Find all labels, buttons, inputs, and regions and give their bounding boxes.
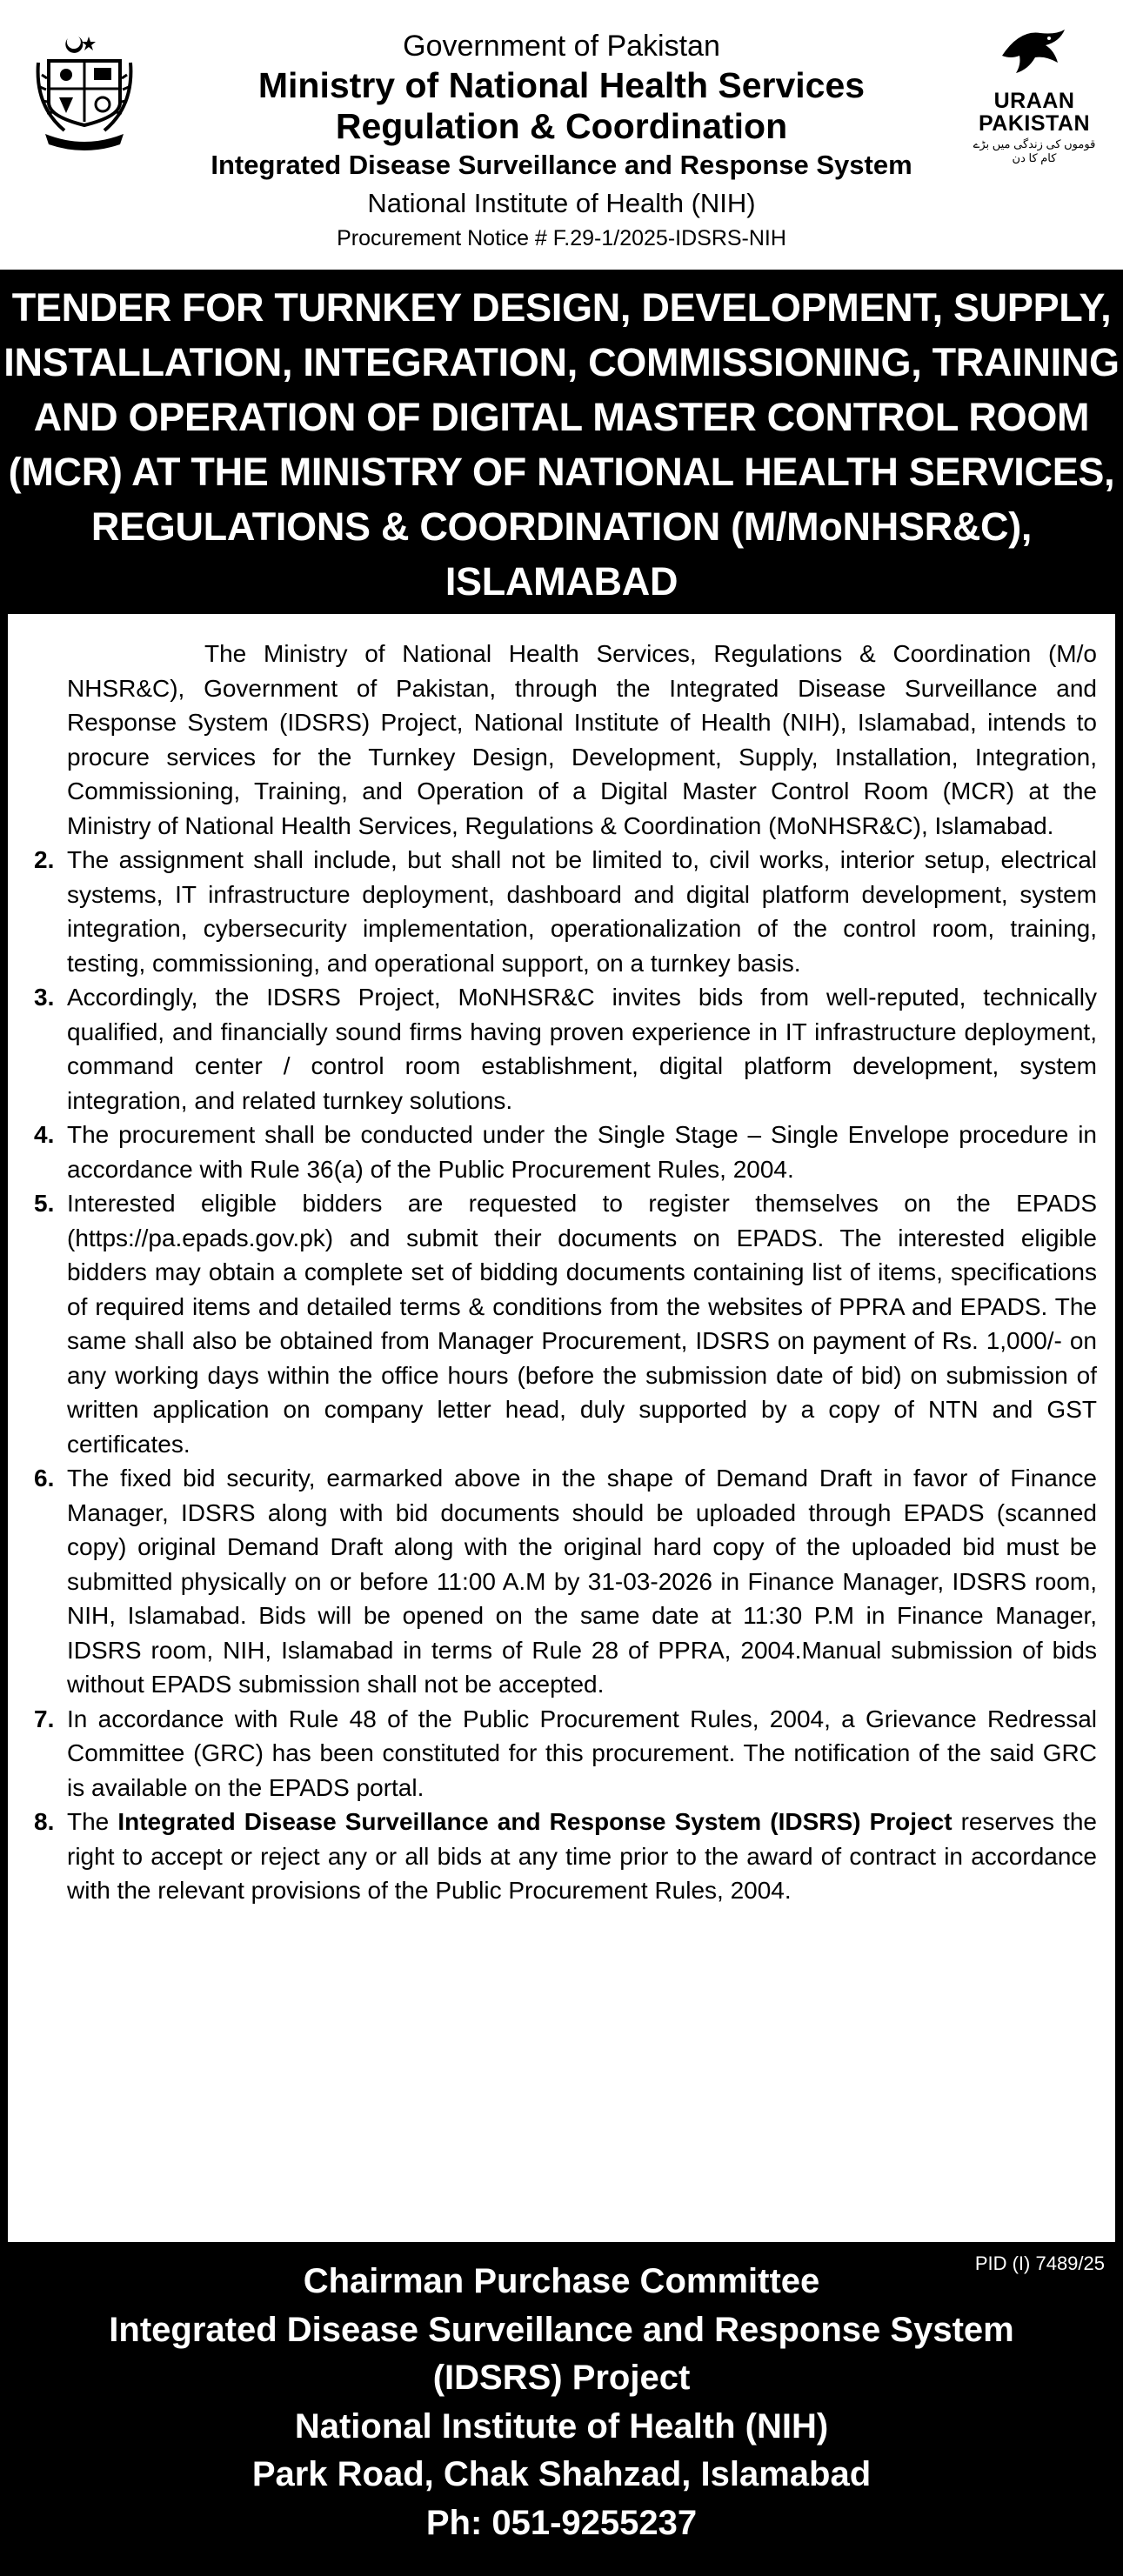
title-line: TENDER FOR TURNKEY DESIGN, DEVELOPMENT, SUPPLY, [11,285,1112,330]
clause-4 [34,1118,1097,1186]
pid-number: PID (I) 7489/25 [974,2252,1105,2274]
footer-line: National Institute of Health (NIH) [294,2406,829,2446]
clause-number: 2. [34,846,55,873]
clause-3 [34,980,1097,1118]
footer-line: Integrated Disease Surveillance and Response System [109,2310,1014,2349]
footer-line: Park Road, Chak Shahzad, Islamabad [251,2455,872,2493]
clause-number: 8. [34,1808,55,1835]
government-line: Government of Pakistan [403,30,720,63]
title-line: ISLAMABAD [445,559,678,604]
clause-text: The assignment shall include, but shall not be limited to, civil works, interior setup, electrical systems, IT infrastructure deployment, dashboard and digital platform development, system integration, cybersecurity implementation, operationalization of the control room, training, testing, commissioning, and operational support, on a turnkey basis. [67,846,1097,977]
nih-line: National Institute of Health (NIH) [367,188,756,218]
footer-line: (IDSRS) Project [432,2359,691,2397]
title-line: AND OPERATION OF DIGITAL MASTER CONTROL ROOM [33,395,1090,439]
clause-project-name: Integrated Disease Surveillance and Response System (IDSRS) Project [117,1808,953,1835]
ministry-line: Ministry of National Health Services [257,65,866,105]
clause-8 [34,1805,1097,1908]
clause-text-lead: The [67,1808,118,1835]
procurement-notice-number: Procurement Notice # F.29-1/2025-IDSRS-NIH [337,226,786,250]
notice-header [0,0,1123,270]
idsrs-line: Integrated Disease Surveillance and Response System [211,150,912,180]
clause-text: Interested eligible bidders are requested to register themselves on the EPADS (https://pa.epads.gov.pk) and submit their documents on EPADS. The interested eligible bidders may obtain a complete set of bidding documents containing list of items, specifications of required items and detailed terms & conditions from the websites of PPRA and EPADS. The same shall also be obtained from Manager Procurement, IDSRS on payment of Rs. 1,000/- on any working days within the office hours (before the submission date of bid) on submission of written application on company letter head, duly supported by a copy of NTN and GST certificates. [67,1190,1097,1458]
clause-6 [34,1461,1097,1702]
title-line: (MCR) AT THE MINISTRY OF NATIONAL HEALTH SERVICES, [8,450,1115,494]
footer-line: Chairman Purchase Committee [303,2262,820,2300]
clause-5 [34,1186,1097,1461]
intro-paragraph: The Ministry of National Health Services, Regulations & Coordination (M/o NHSR&C), Government of Pakistan, through the Integrated Disease Surveillance and Response System (IDSRS) Project, National Institute of Health (NIH), Islamabad, intends to procure services for the Turnkey Design, Development, Supply, Installation, Integration, Commissioning, Training, and Operation of a Digital Master Control Room (MCR) at the Ministry of National Health Services, Regulations & Coordination (MoNHSR&C), Islamabad. [67,640,1097,839]
tender-title [0,280,1123,609]
title-line: INSTALLATION, INTEGRATION, COMMISSIONING, TRAINING [3,340,1120,384]
clause-text: The fixed bid security, earmarked above in the shape of Demand Draft in favor of Finance Manager, IDSRS along with bid documents should be uploaded through EPADS (scanned copy) original Demand Draft along with the original hard copy of the uploaded bid must be submitted physically on or before 11:00 A.M by 31-03-2026 in Finance Manager, IDSRS room, NIH, Islamabad. Bids will be opened on the same date at 11:30 P.M in Finance Manager, IDSRS room, NIH, Islamabad in terms of Rule 28 of PPRA, 2004.Manual submission of bids without EPADS submission shall not be accepted. [67,1465,1097,1698]
clause-text-rest: reserves the right to accept or reject any or all bids at any time prior to the award of contract in accordance with the relevant provisions of the Public Procurement Rules, 2004. [67,1808,1097,1904]
clause-7 [34,1702,1097,1805]
footer-phone: Ph: 051-9255237 [425,2503,698,2542]
regulation-line: Regulation & Coordination [335,106,788,146]
clause-text: Accordingly, the IDSRS Project, MoNHSR&C invites bids from well-reputed, technically qualified, and financially sound firms having proven experience in IT infrastructure deployment, command center / control room establishment, digital platform development, system integration, and related turnkey solutions. [67,984,1097,1114]
uraan-pakistan-logo [966,30,1103,164]
uraan-tagline: قوموں کی زندگی میں بڑے کام کا دن [973,137,1096,164]
eagle-icon [999,30,1068,90]
clause-2 [34,843,1097,980]
title-line: REGULATIONS & COORDINATION (M/MoNHSR&C), [90,504,1033,549]
notice-footer [0,2258,1123,2547]
notice-body [8,614,1115,2242]
clause-number: 3. [34,984,55,1011]
clause-number: 5. [34,1190,55,1217]
pakistan-word: PAKISTAN [978,111,1091,136]
clause-text: In accordance with Rule 48 of the Public Procurement Rules, 2004, a Grievance Redressal Committee (GRC) has been constituted for this procurement. The notification of the said GRC is available on the EPADS portal. [67,1705,1097,1801]
uraan-word: URAAN [993,89,1075,113]
clause-number: 6. [34,1465,55,1492]
clause-number: 7. [34,1705,55,1732]
clause-text: The procurement shall be conducted under the Single Stage – Single Envelope procedure in accordance with Rule 36(a) of the Public Procurement Rules, 2004. [67,1121,1097,1183]
clause-number: 4. [34,1121,55,1148]
